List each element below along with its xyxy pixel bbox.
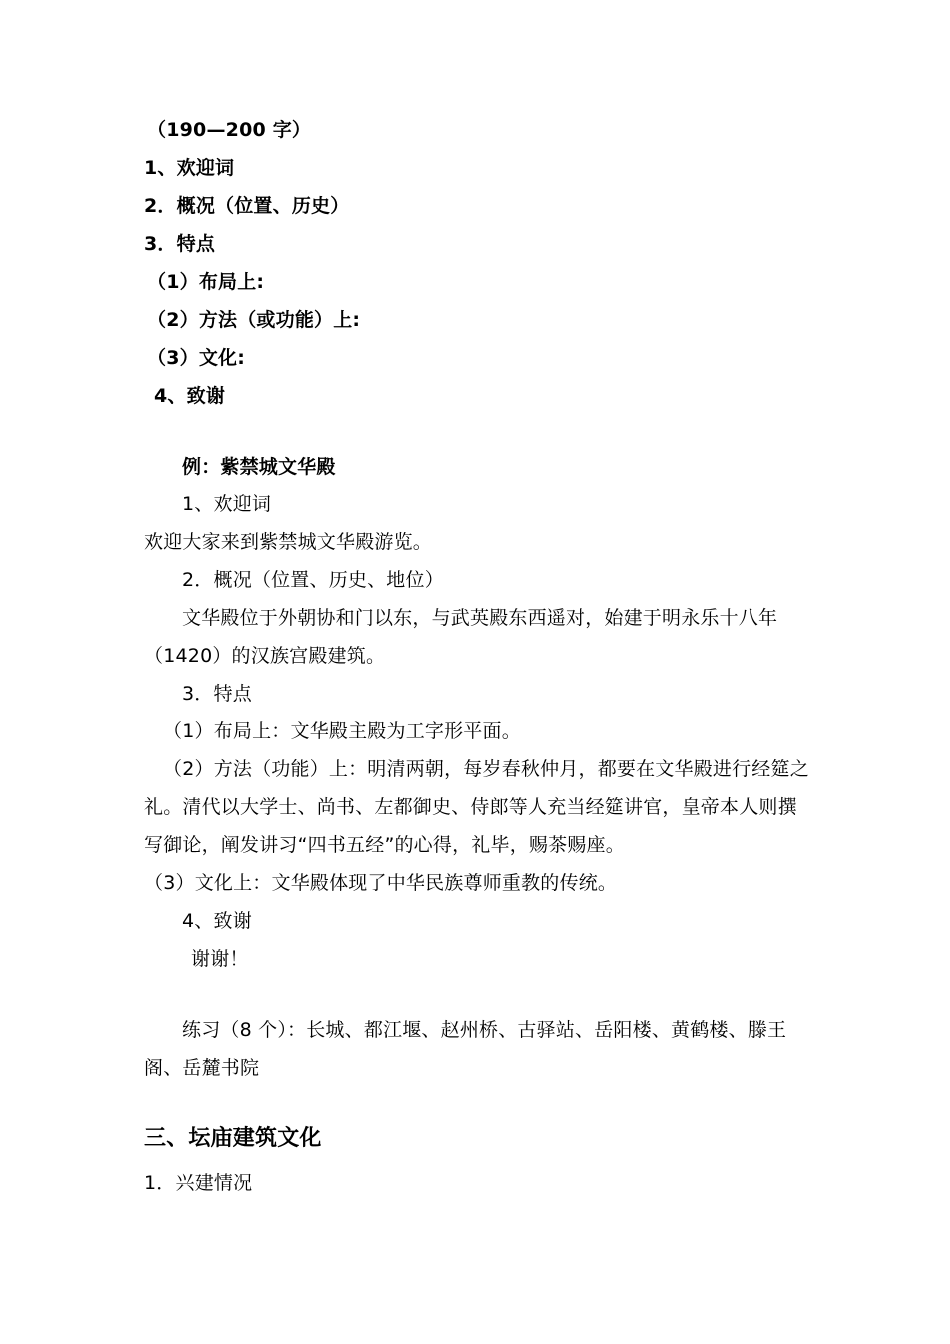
practice-list-2: 阁、岳麓书院 <box>144 1057 260 1079</box>
example-overview-text-2: （1420）的汉族宫殿建筑。 <box>144 645 386 667</box>
section-item-construction: 1．兴建情况 <box>144 1172 253 1194</box>
word-count-note: （190—200 字） <box>147 119 312 141</box>
example-overview-heading: 2．概况（位置、历史、地位） <box>182 569 444 591</box>
example-overview-text-1: 文华殿位于外朝协和门以东，与武英殿东西遥对，始建于明永乐十八年 <box>182 607 778 629</box>
example-feature-method-1: （2）方法（功能）上：明清两朝，每岁春秋仲月，都要在文华殿进行经筵之 <box>163 758 809 780</box>
outline-subitem-method: （2）方法（或功能）上: <box>147 309 361 331</box>
example-welcome-text: 欢迎大家来到紫禁城文华殿游览。 <box>144 531 433 553</box>
example-title: 例：紫禁城文华殿 <box>182 456 336 478</box>
outline-item-thanks: 4、致谢 <box>154 385 226 407</box>
outline-subitem-culture: （3）文化: <box>147 347 246 369</box>
example-feature-method-3: 写御论，阐发讲习“四书五经”的心得，礼毕，赐茶赐座。 <box>144 834 625 856</box>
example-feature-culture: （3）文化上：文华殿体现了中华民族尊师重教的传统。 <box>144 872 618 894</box>
example-thanks-text: 谢谢！ <box>191 948 249 970</box>
outline-item-overview: 2．概况（位置、历史） <box>144 195 350 217</box>
example-welcome-heading: 1、欢迎词 <box>182 493 272 515</box>
outline-subitem-layout: （1）布局上: <box>147 271 265 293</box>
practice-list-1: 练习（8 个）：长城、都江堰、赵州桥、古驿站、岳阳楼、黄鹤楼、滕王 <box>182 1019 787 1041</box>
outline-item-welcome: 1、欢迎词 <box>144 157 235 179</box>
example-feature-layout: （1）布局上：文华殿主殿为工字形平面。 <box>163 720 521 742</box>
outline-item-features: 3．特点 <box>144 233 216 255</box>
example-features-heading: 3．特点 <box>182 683 252 705</box>
example-feature-method-2: 礼。清代以大学士、尚书、左都御史、侍郎等人充当经筵讲官，皇帝本人则撰 <box>144 796 797 818</box>
section-heading: 三、坛庙建筑文化 <box>144 1126 322 1151</box>
example-thanks-heading: 4、致谢 <box>182 910 252 932</box>
